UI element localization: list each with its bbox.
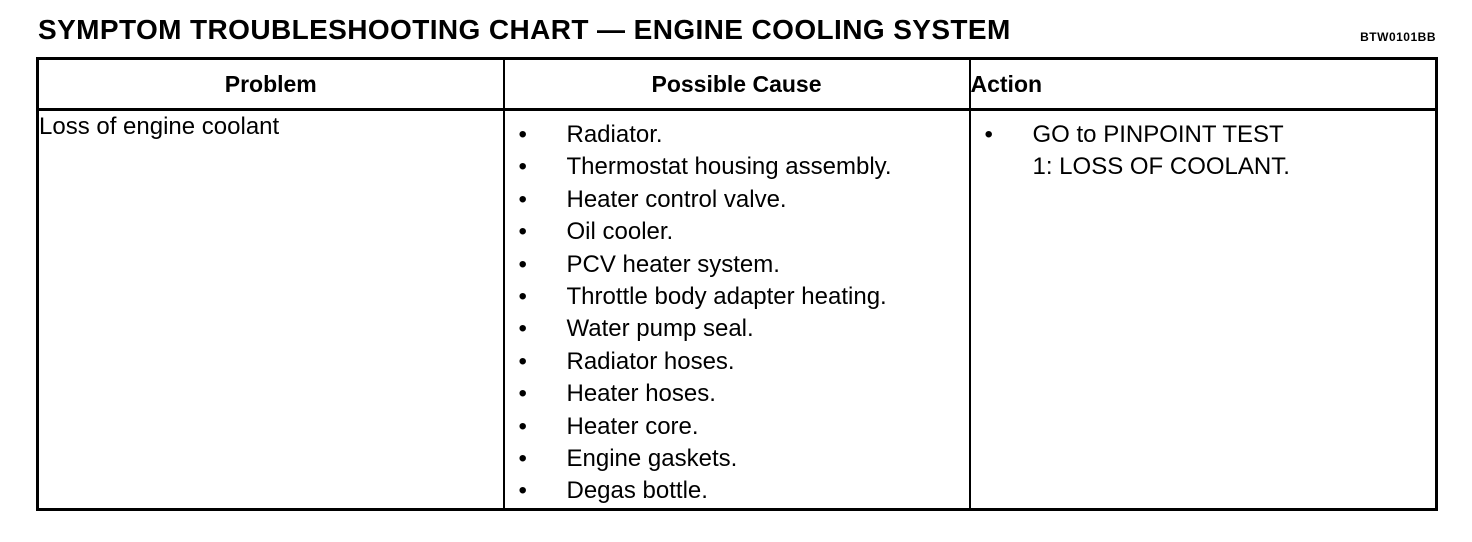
bullet-icon: • — [518, 250, 527, 278]
list-item — [505, 313, 969, 345]
cause-text: Thermostat housing assembly. — [566, 153, 892, 181]
list-item — [505, 378, 969, 410]
bullet-icon: • — [984, 121, 993, 148]
table-row — [38, 110, 1437, 510]
list-item — [505, 346, 969, 378]
cause-text: Degas bottle. — [566, 477, 708, 505]
cause-cell — [504, 110, 970, 510]
problem-cell: Loss of engine coolant — [38, 110, 504, 510]
cause-text: Throttle body adapter heating. — [566, 283, 887, 311]
cause-text: Heater hoses. — [566, 380, 716, 408]
bullet-icon: • — [518, 347, 527, 375]
cause-text: Water pump seal. — [566, 315, 754, 343]
page-title: SYMPTOM TROUBLESHOOTING CHART — ENGINE COOLING SYSTEM — [38, 14, 1011, 45]
list-item — [971, 119, 1436, 184]
list-item — [505, 443, 969, 475]
list-item — [505, 249, 969, 281]
action-line-1: GO to PINPOINT TEST — [1032, 121, 1284, 148]
list-item — [505, 184, 969, 216]
list-item — [505, 411, 969, 443]
bullet-icon: • — [518, 218, 527, 246]
action-list — [971, 111, 1436, 184]
bullet-icon: • — [518, 477, 527, 505]
cause-text: Engine gaskets. — [566, 445, 738, 473]
list-item — [505, 475, 969, 507]
figure-code: BTW0101BB — [1360, 30, 1436, 44]
column-header-problem: Problem — [38, 59, 504, 110]
bullet-icon: • — [518, 380, 527, 408]
bullet-icon: • — [518, 185, 527, 213]
troubleshooting-table — [36, 57, 1438, 511]
list-item — [505, 216, 969, 248]
cause-text: Radiator hoses. — [566, 347, 735, 375]
bullet-icon: • — [518, 315, 527, 343]
bullet-icon: • — [518, 153, 527, 181]
bullet-icon: • — [518, 445, 527, 473]
cause-list — [505, 111, 969, 508]
cause-text: Heater control valve. — [566, 185, 787, 213]
cause-text: PCV heater system. — [566, 250, 780, 278]
header-row — [38, 59, 1437, 110]
list-item — [505, 151, 969, 183]
action-cell — [970, 110, 1437, 510]
bullet-icon: • — [518, 283, 527, 311]
column-header-possible-cause: Possible Cause — [504, 59, 970, 110]
list-item — [505, 281, 969, 313]
cause-text: Oil cooler. — [566, 218, 674, 246]
cause-text: Heater core. — [566, 412, 699, 440]
cause-text: Radiator. — [566, 121, 663, 148]
action-text — [1033, 119, 1436, 184]
bullet-icon: • — [518, 412, 527, 440]
column-header-action: Action — [970, 59, 1437, 110]
list-item — [505, 119, 969, 151]
action-line-2: 1: LOSS OF COOLANT. — [1032, 153, 1290, 181]
bullet-icon: • — [518, 121, 527, 148]
